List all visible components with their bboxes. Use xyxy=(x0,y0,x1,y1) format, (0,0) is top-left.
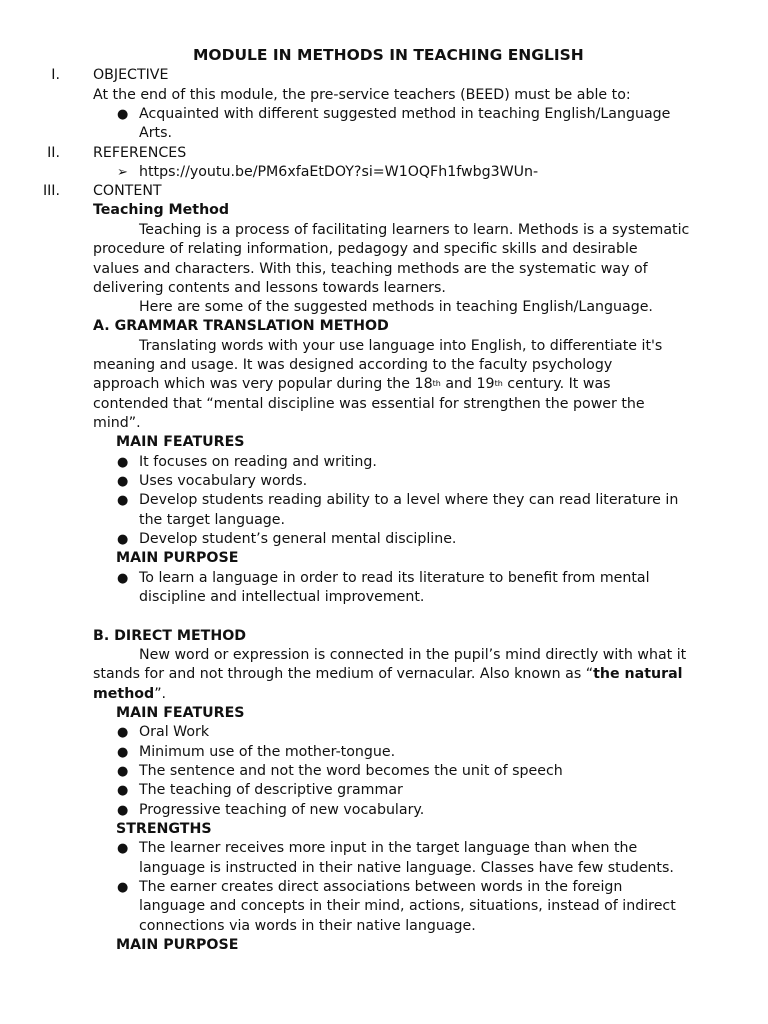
list-item-continuation: the target language. xyxy=(139,512,286,528)
bullet-icon: ● xyxy=(117,880,129,895)
list-item: Develop students reading ability to a level where they can read literature in xyxy=(139,492,679,508)
paragraph-line: meaning and usage. It was designed according to the faculty psychology xyxy=(93,357,613,373)
bullet-icon: ● xyxy=(117,841,129,856)
bullet-icon: ● xyxy=(117,107,129,122)
bullet-icon: ● xyxy=(117,783,129,798)
bullet-icon: ● xyxy=(117,745,129,760)
section-number: III. xyxy=(42,183,60,199)
section-heading-content: CONTENT xyxy=(93,183,162,199)
bullet-icon: ● xyxy=(117,532,129,547)
text-span: century. It was xyxy=(502,376,611,392)
paragraph-line: contended that “mental discipline was essential for strengthen the power the xyxy=(93,396,645,412)
text-span: stands for and not through the medium of vernacular. Also known as “ xyxy=(93,666,594,682)
bullet-icon: ● xyxy=(117,455,129,470)
superscript: th xyxy=(494,379,503,388)
main-features-heading: MAIN FEATURES xyxy=(116,705,245,721)
list-item: It focuses on reading and writing. xyxy=(139,454,377,470)
paragraph-line: values and characters. With this, teaching methods are the systematic way of xyxy=(93,261,648,277)
paragraph-line: procedure of relating information, pedagogy and specific skills and desirable xyxy=(93,241,638,257)
objective-item-line: Acquainted with different suggested method in teaching English/Language xyxy=(139,106,671,122)
section-heading-references: REFERENCES xyxy=(93,145,187,161)
list-item: The learner receives more input in the target language than when the xyxy=(139,840,638,856)
list-item: The teaching of descriptive grammar xyxy=(139,782,403,798)
section-number: II. xyxy=(47,145,60,161)
bullet-icon: ● xyxy=(117,474,129,489)
paragraph-line xyxy=(93,375,611,394)
bullet-icon: ● xyxy=(117,493,129,508)
main-purpose-heading: MAIN PURPOSE xyxy=(116,550,239,566)
list-item-continuation: language and concepts in their mind, actions, situations, instead of indirect xyxy=(139,898,676,914)
subheading-teaching-method: Teaching Method xyxy=(93,202,230,218)
arrow-bullet-icon: ➢ xyxy=(117,165,128,180)
text-span: and 19 xyxy=(440,376,495,392)
page-title: MODULE IN METHODS IN TEACHING ENGLISH xyxy=(193,46,584,64)
bold-text: method xyxy=(93,686,155,702)
paragraph-line: Translating words with your use language into English, to differentiate it's xyxy=(139,338,663,354)
objective-item-line: Arts. xyxy=(139,125,173,141)
paragraph-line: Teaching is a process of facilitating learners to learn. Methods is a systematic xyxy=(139,222,690,238)
bullet-icon: ● xyxy=(117,725,129,740)
paragraph-line: New word or expression is connected in the pupil’s mind directly with what it xyxy=(139,647,687,663)
paragraph-line xyxy=(93,665,683,684)
strengths-heading: STRENGTHS xyxy=(116,821,212,837)
list-item: Develop student’s general mental discipline. xyxy=(139,531,457,547)
list-item: Minimum use of the mother-tongue. xyxy=(139,744,396,760)
bullet-icon: ● xyxy=(117,764,129,779)
paragraph-line: mind”. xyxy=(93,415,141,431)
list-item: The earner creates direct associations between words in the foreign xyxy=(139,879,623,895)
bullet-icon: ● xyxy=(117,803,129,818)
list-item: Uses vocabulary words. xyxy=(139,473,308,489)
heading-direct-method: B. DIRECT METHOD xyxy=(93,628,247,644)
list-item: Progressive teaching of new vocabulary. xyxy=(139,802,425,818)
objective-intro: At the end of this module, the pre-service teachers (BEED) must be able to: xyxy=(93,87,631,103)
list-item: The sentence and not the word becomes the unit of speech xyxy=(139,763,563,779)
text-span: approach which was very popular during the 18 xyxy=(93,376,433,392)
section-heading-objective: OBJECTIVE xyxy=(93,67,169,83)
list-item-continuation: connections via words in their native language. xyxy=(139,918,476,934)
list-item-continuation: language is instructed in their native language. Classes have few students. xyxy=(139,860,674,876)
paragraph-line: delivering contents and lessons towards learners. xyxy=(93,280,446,296)
list-item: Oral Work xyxy=(139,724,210,740)
list-item-continuation: discipline and intellectual improvement. xyxy=(139,589,425,605)
main-purpose-heading: MAIN PURPOSE xyxy=(116,937,239,953)
paragraph-line xyxy=(93,685,166,704)
main-features-heading: MAIN FEATURES xyxy=(116,434,245,450)
heading-grammar-translation: A. GRAMMAR TRANSLATION METHOD xyxy=(93,318,389,334)
text-span: ”. xyxy=(154,686,167,702)
paragraph-line: Here are some of the suggested methods in teaching English/Language. xyxy=(139,299,653,315)
reference-link[interactable]: https://youtu.be/PM6xfaEtDOY?si=W1OQFh1fwbg3WUn- xyxy=(139,164,539,180)
bullet-icon: ● xyxy=(117,571,129,586)
list-item: To learn a language in order to read its literature to benefit from mental xyxy=(139,570,650,586)
bold-text: the natural xyxy=(593,666,683,682)
section-number: I. xyxy=(51,67,60,83)
superscript: th xyxy=(432,379,441,388)
